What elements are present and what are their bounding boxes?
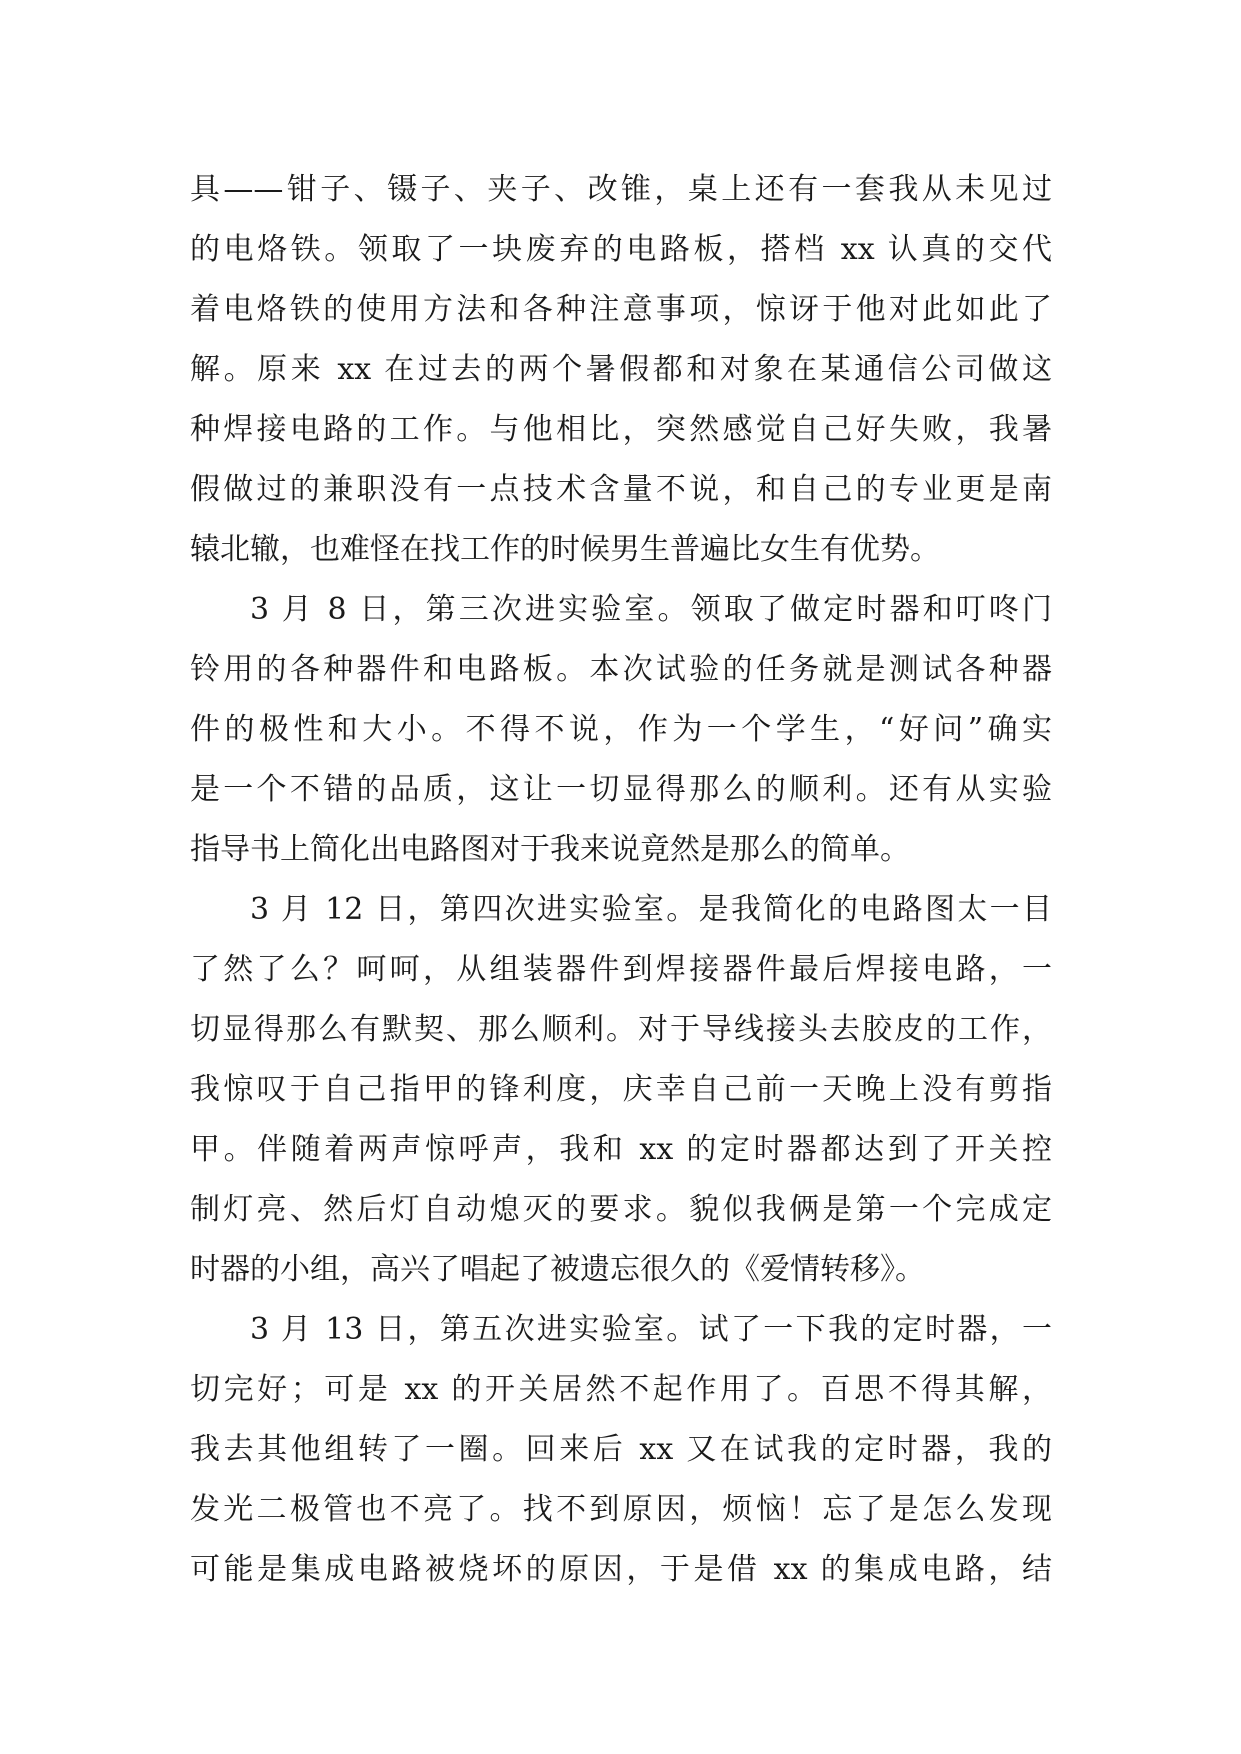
text-line: 辕北辙，也难怪在找工作的时候男生普遍比女生有优势。 <box>190 532 940 567</box>
document-body <box>190 160 1052 1600</box>
text-line: 3 月 13 日，第五次进实验室。试了一下我的定时器，一 <box>250 1312 1052 1347</box>
text-line: 种焊接电路的工作。与他相比，突然感觉自己好失败，我暑 <box>190 412 1052 447</box>
paragraph <box>190 880 1052 1300</box>
text-line: 解。原来 xx 在过去的两个暑假都和对象在某通信公司做这 <box>190 352 1052 387</box>
text-line: 指导书上简化出电路图对于我来说竟然是那么的简单。 <box>190 832 910 867</box>
text-line: 制灯亮、然后灯自动熄灭的要求。貌似我俩是第一个完成定 <box>190 1192 1052 1227</box>
text-line: 我去其他组转了一圈。回来后 xx 又在试我的定时器，我的 <box>190 1432 1052 1467</box>
text-line: 件的极性和大小。不得不说，作为一个学生，“好问”确实 <box>190 712 1052 747</box>
text-line: 发光二极管也不亮了。找不到原因，烦恼！忘了是怎么发现 <box>190 1492 1052 1527</box>
text-line: 时器的小组，高兴了唱起了被遗忘很久的《爱情转移》。 <box>190 1252 925 1287</box>
text-line: 切完好；可是 xx 的开关居然不起作用了。百思不得其解， <box>190 1372 1052 1407</box>
text-line: 3 月 12 日，第四次进实验室。是我简化的电路图太一目 <box>250 892 1052 927</box>
text-line: 假做过的兼职没有一点技术含量不说，和自己的专业更是南 <box>190 472 1052 507</box>
text-line: 具——钳子、镊子、夹子、改锥，桌上还有一套我从未见过 <box>190 172 1052 207</box>
text-line: 着电烙铁的使用方法和各种注意事项，惊讶于他对此如此了 <box>190 292 1052 327</box>
paragraph <box>190 580 1052 880</box>
text-line: 3 月 8 日，第三次进实验室。领取了做定时器和叮咚门 <box>250 592 1052 627</box>
text-line: 铃用的各种器件和电路板。本次试验的任务就是测试各种器 <box>190 652 1052 687</box>
text-line: 的电烙铁。领取了一块废弃的电路板，搭档 xx 认真的交代 <box>190 232 1052 267</box>
paragraph <box>190 1300 1052 1600</box>
text-line: 可能是集成电路被烧坏的原因，于是借 xx 的集成电路，结 <box>190 1552 1052 1587</box>
text-line: 是一个不错的品质，这让一切显得那么的顺利。还有从实验 <box>190 772 1052 807</box>
text-line: 了然了么？呵呵，从组装器件到焊接器件最后焊接电路，一 <box>190 952 1052 987</box>
text-line: 我惊叹于自己指甲的锋利度，庆幸自己前一天晚上没有剪指 <box>190 1072 1052 1107</box>
text-line: 甲。伴随着两声惊呼声，我和 xx 的定时器都达到了开关控 <box>190 1132 1052 1167</box>
text-line: 切显得那么有默契、那么顺利。对于导线接头去胶皮的工作， <box>190 1012 1052 1047</box>
paragraph <box>190 160 1052 580</box>
